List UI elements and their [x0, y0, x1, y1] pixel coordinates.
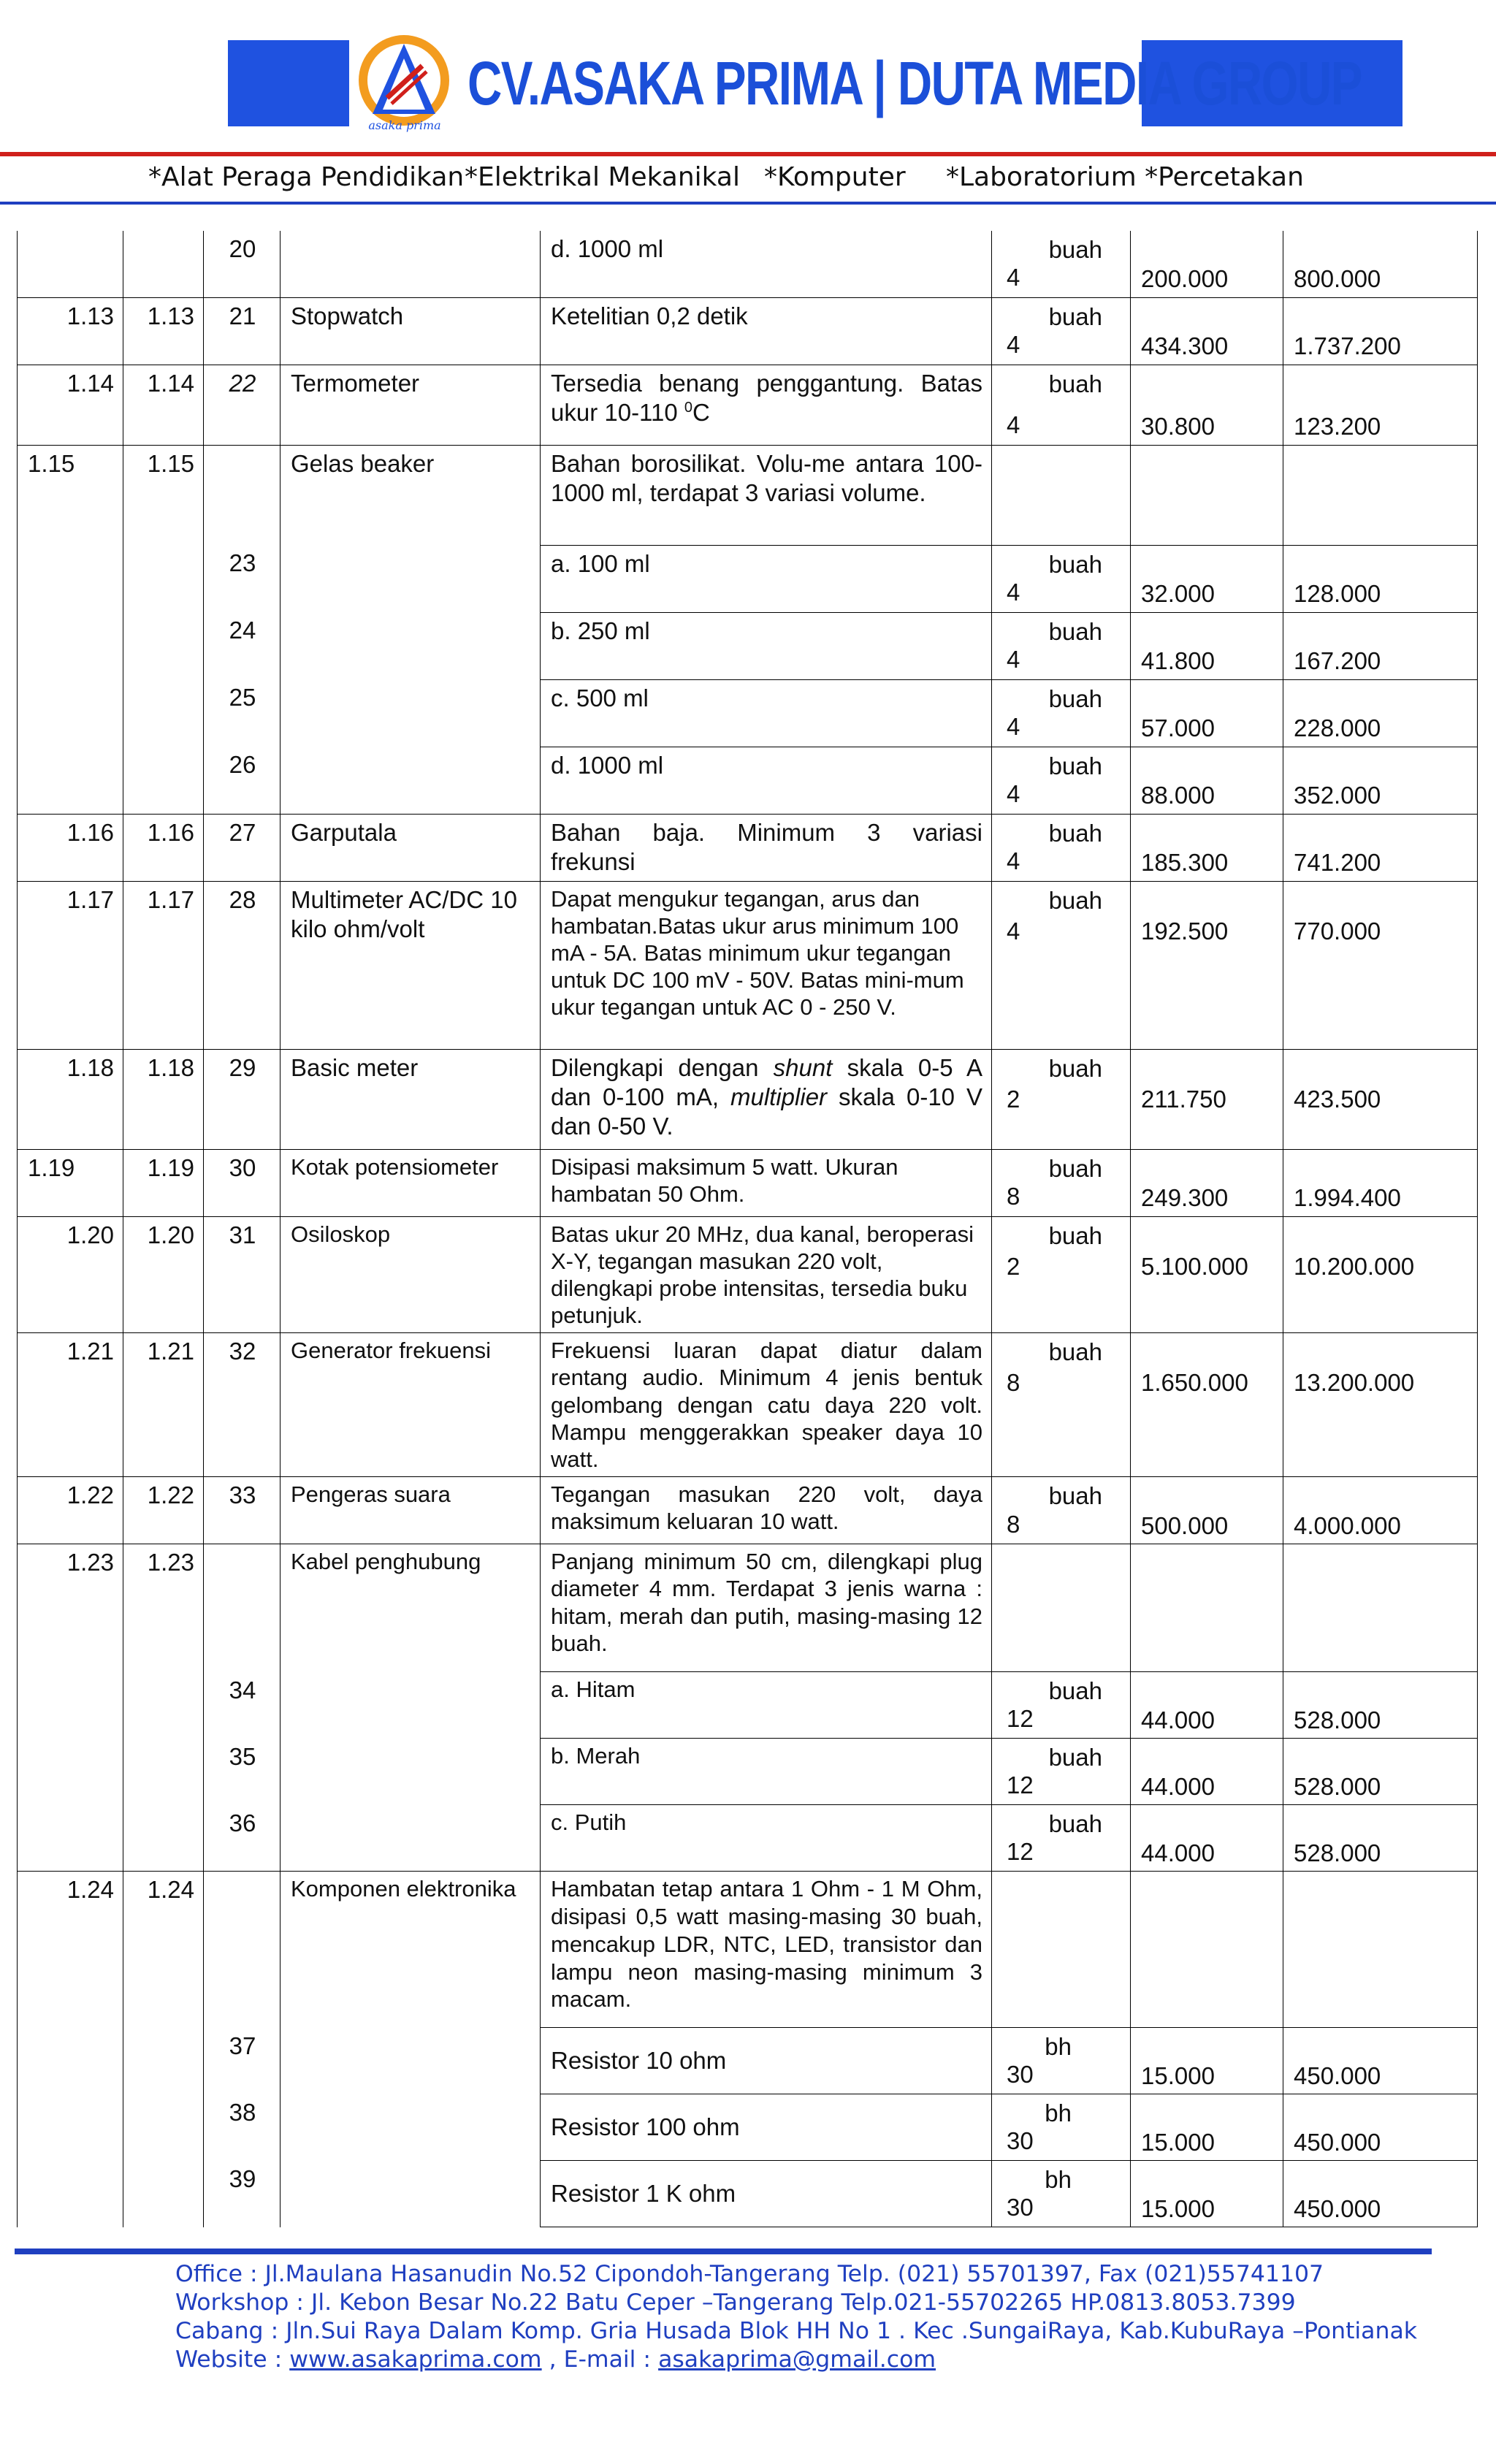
- qty: 4: [1007, 579, 1020, 606]
- item-name: [280, 231, 541, 297]
- item-name: [280, 2161, 541, 2227]
- item-spec: b. 250 ml: [541, 612, 992, 679]
- price: 5.100.000: [1131, 1216, 1283, 1333]
- price: 1.650.000: [1131, 1333, 1283, 1477]
- unit: bh: [1045, 2099, 1072, 2127]
- total: 423.500: [1283, 1049, 1478, 1149]
- unit-cell: [992, 814, 1131, 881]
- col-a: [18, 2028, 123, 2094]
- price: [1131, 1544, 1283, 1672]
- col-a: 1.14: [18, 365, 123, 445]
- item-spec: Ketelitian 0,2 detik: [541, 297, 992, 365]
- col-b: 1.22: [123, 1477, 204, 1544]
- item-spec: Panjang minimum 50 cm, dilengkapi plug diameter 4 mm. Terdapat 3 jenis warna : hitam, merah dan putih, masing-masing 12 buah.: [541, 1544, 992, 1672]
- qty: 12: [1007, 1771, 1034, 1799]
- unit: buah: [1048, 1810, 1102, 1838]
- col-a: 1.24: [18, 1872, 123, 2028]
- item-spec: Resistor 1 K ohm: [541, 2161, 992, 2227]
- item-no: [204, 445, 280, 545]
- unit-cell: [992, 1544, 1131, 1672]
- item-spec: Resistor 10 ohm: [541, 2028, 992, 2094]
- item-no: 21: [204, 297, 280, 365]
- unit: buah: [1048, 236, 1102, 263]
- website-link[interactable]: www.asakaprima.com: [289, 2346, 542, 2373]
- logo-caption: asaka prima: [368, 118, 441, 132]
- price: 57.000: [1131, 679, 1283, 747]
- col-a: 1.13: [18, 297, 123, 365]
- price: [1131, 445, 1283, 545]
- item-no: 33: [204, 1477, 280, 1544]
- col-b: 1.13: [123, 297, 204, 365]
- email-label: , E-mail :: [541, 2346, 659, 2373]
- total: 352.000: [1283, 747, 1478, 814]
- table-row: [18, 1872, 1478, 2028]
- item-no: 34: [204, 1672, 280, 1739]
- total: 13.200.000: [1283, 1333, 1478, 1477]
- item-spec: c. 500 ml: [541, 679, 992, 747]
- total: 741.200: [1283, 814, 1478, 881]
- table-row: [18, 747, 1478, 814]
- item-spec: c. Putih: [541, 1805, 992, 1872]
- spec-part: skala 0-5 A dan 0-100 mA,: [551, 1053, 983, 1110]
- item-spec: Hambatan tetap antara 1 Ohm - 1 M Ohm, disipasi 0,5 watt masing-masing 30 buah, mencakup LDR, NTC, LED, transistor dan lampu neon masing-masing minimum 3 macam.: [541, 1872, 992, 2028]
- price: 15.000: [1131, 2161, 1283, 2227]
- footer-web-line: [175, 2346, 1417, 2374]
- table-row: [18, 1216, 1478, 1333]
- unit-cell: [992, 2161, 1131, 2227]
- footer-office: Office : Jl.Maulana Hasanudin No.52 Cipondoh-Tangerang Telp. (021) 55701397, Fax (021)55741107: [175, 2261, 1324, 2287]
- qty: 2: [1007, 1252, 1020, 1280]
- item-name: Gelas beaker: [280, 445, 541, 814]
- item-spec: b. Merah: [541, 1739, 992, 1805]
- price: 192.500: [1131, 881, 1283, 1049]
- qty: 30: [1007, 2060, 1034, 2088]
- unit: bh: [1045, 2033, 1072, 2061]
- service-1: *Alat Peraga Pendidikan: [148, 162, 465, 192]
- item-name: Basic meter: [280, 1049, 541, 1149]
- table-row: [18, 612, 1478, 679]
- qty: 12: [1007, 1704, 1034, 1732]
- item-no: 36: [204, 1805, 280, 1872]
- qty: 8: [1007, 1369, 1020, 1397]
- item-no: 38: [204, 2094, 280, 2161]
- item-no: 24: [204, 612, 280, 679]
- qty: 12: [1007, 1837, 1034, 1865]
- col-b: [123, 2161, 204, 2227]
- item-no: [204, 1872, 280, 2028]
- qty: 4: [1007, 331, 1020, 359]
- unit: buah: [1048, 370, 1102, 397]
- item-no: 31: [204, 1216, 280, 1333]
- table-row: [18, 1739, 1478, 1805]
- col-b: 1.14: [123, 365, 204, 445]
- price: 211.750: [1131, 1049, 1283, 1149]
- table-row: [18, 1544, 1478, 1672]
- col-a: 1.17: [18, 881, 123, 1049]
- unit-cell: [992, 1477, 1131, 1544]
- table-row: [18, 814, 1478, 881]
- item-spec: a. 100 ml: [541, 545, 992, 612]
- item-spec: Resistor 100 ohm: [541, 2094, 992, 2161]
- unit: buah: [1048, 302, 1102, 330]
- item-spec: Tegangan masukan 220 volt, daya maksimum keluaran 10 watt.: [541, 1477, 992, 1544]
- item-name: Multimeter AC/DC 10 kilo ohm/volt: [280, 881, 541, 1049]
- price: 32.000: [1131, 545, 1283, 612]
- item-name: [280, 2094, 541, 2161]
- total: [1283, 1544, 1478, 1672]
- company-name: CV.ASAKA PRIMA | DUTA MEDIA GROUP: [468, 49, 1362, 118]
- table-row: [18, 2028, 1478, 2094]
- price: 44.000: [1131, 1739, 1283, 1805]
- unit: buah: [1048, 684, 1102, 712]
- item-spec: d. 1000 ml: [541, 747, 992, 814]
- qty: 4: [1007, 847, 1020, 875]
- col-a: 1.23: [18, 1544, 123, 1872]
- unit: buah: [1048, 1482, 1102, 1510]
- table-row: [18, 1049, 1478, 1149]
- col-a: [18, 2094, 123, 2161]
- unit: buah: [1048, 886, 1102, 914]
- total: 800.000: [1283, 231, 1478, 297]
- header-red-line: [0, 152, 1496, 156]
- item-no: 39: [204, 2161, 280, 2227]
- total: [1283, 445, 1478, 545]
- service-3: *Komputer: [764, 162, 906, 192]
- total: 450.000: [1283, 2161, 1478, 2227]
- footer-cabang: Cabang : Jln.Sui Raya Dalam Komp. Gria Husada Blok HH No 1 . Kec .SungaiRaya, Kab.KubuRaya –Pontianak: [175, 2318, 1417, 2344]
- price: 200.000: [1131, 231, 1283, 297]
- unit-cell: [992, 445, 1131, 545]
- price-table: [17, 231, 1478, 2227]
- col-b: 1.15: [123, 445, 204, 814]
- unit: buah: [1048, 1338, 1102, 1366]
- price: 44.000: [1131, 1672, 1283, 1739]
- col-b: 1.21: [123, 1333, 204, 1477]
- table-row: [18, 1672, 1478, 1739]
- item-name: Kotak potensiometer: [280, 1149, 541, 1216]
- spec-sup: 0: [684, 399, 692, 416]
- col-a: 1.15: [18, 445, 123, 814]
- unit-cell: [992, 747, 1131, 814]
- total: 10.200.000: [1283, 1216, 1478, 1333]
- unit-cell: [992, 365, 1131, 445]
- item-no: 27: [204, 814, 280, 881]
- price: 500.000: [1131, 1477, 1283, 1544]
- unit: buah: [1048, 1221, 1102, 1249]
- unit-cell: [992, 545, 1131, 612]
- unit: buah: [1048, 1154, 1102, 1182]
- qty: 30: [1007, 2127, 1034, 2154]
- spec-italic: multiplier: [730, 1083, 828, 1110]
- price: 15.000: [1131, 2094, 1283, 2161]
- table-row: [18, 1333, 1478, 1477]
- unit: buah: [1048, 617, 1102, 645]
- col-b: 1.17: [123, 881, 204, 1049]
- item-name: Kabel penghubung: [280, 1544, 541, 1872]
- item-spec: a. Hitam: [541, 1672, 992, 1739]
- header-blue-line: [0, 202, 1496, 205]
- col-a: 1.22: [18, 1477, 123, 1544]
- qty: 2: [1007, 1085, 1020, 1113]
- total: 1.994.400: [1283, 1149, 1478, 1216]
- table-row: [18, 231, 1478, 297]
- unit: buah: [1048, 1677, 1102, 1705]
- price: 30.800: [1131, 365, 1283, 445]
- company-logo: [349, 28, 459, 137]
- total: 1.737.200: [1283, 297, 1478, 365]
- col-b: [123, 2028, 204, 2094]
- service-4: *Laboratorium *Percetakan: [946, 162, 1304, 192]
- table-row: [18, 445, 1478, 545]
- item-spec: Bahan borosilikat. Volu-me antara 100-1000 ml, terdapat 3 variasi volume.: [541, 445, 992, 545]
- price: 41.800: [1131, 612, 1283, 679]
- item-spec: Frekuensi luaran dapat diatur dalam rentang audio. Minimum 4 jenis bentuk gelombang dengan catu daya 220 volt. Mampu menggerakkan speaker daya 10 watt.: [541, 1333, 992, 1477]
- col-a: 1.16: [18, 814, 123, 881]
- qty: 4: [1007, 713, 1020, 741]
- total: 770.000: [1283, 881, 1478, 1049]
- price: [1131, 1872, 1283, 2028]
- price: 44.000: [1131, 1805, 1283, 1872]
- unit-cell: [992, 1049, 1131, 1149]
- item-spec: [541, 1049, 992, 1149]
- col-b: 1.24: [123, 1872, 204, 2028]
- total: 228.000: [1283, 679, 1478, 747]
- unit-cell: [992, 612, 1131, 679]
- unit: bh: [1045, 2166, 1072, 2194]
- item-no: 29: [204, 1049, 280, 1149]
- item-name: Osiloskop: [280, 1216, 541, 1333]
- item-name: Stopwatch: [280, 297, 541, 365]
- table-row: [18, 545, 1478, 612]
- spec-tail: C: [692, 398, 710, 426]
- footer-blue-line: [15, 2249, 1432, 2254]
- spec-part: Dilengkapi dengan: [551, 1053, 774, 1081]
- price: 185.300: [1131, 814, 1283, 881]
- item-spec: [541, 365, 992, 445]
- unit-cell: [992, 2028, 1131, 2094]
- table-row: [18, 1805, 1478, 1872]
- header-blue-bar-left: [228, 40, 349, 126]
- footer-contact: [175, 2260, 1417, 2374]
- footer-workshop: Workshop : Jl. Kebon Besar No.22 Batu Ceper –Tangerang Telp.021-55702265 HP.0813.8053.7399: [175, 2289, 1296, 2316]
- unit-cell: [992, 1216, 1131, 1333]
- item-name: Garputala: [280, 814, 541, 881]
- col-b: 1.20: [123, 1216, 204, 1333]
- table-row: [18, 2094, 1478, 2161]
- col-a: [18, 231, 123, 297]
- col-a: 1.20: [18, 1216, 123, 1333]
- unit-cell: [992, 297, 1131, 365]
- table-row: [18, 1149, 1478, 1216]
- unit-cell: [992, 1149, 1131, 1216]
- unit-cell: [992, 1805, 1131, 1872]
- col-a: [18, 2161, 123, 2227]
- qty: 30: [1007, 2193, 1034, 2221]
- unit-cell: [992, 881, 1131, 1049]
- unit-cell: [992, 1333, 1131, 1477]
- total: 128.000: [1283, 545, 1478, 612]
- item-spec: Batas ukur 20 MHz, dua kanal, beroperasi X-Y, tegangan masukan 220 volt, dilengkapi probe intensitas, tersedia buku petunjuk.: [541, 1216, 992, 1333]
- col-b: 1.23: [123, 1544, 204, 1872]
- col-b: [123, 231, 204, 297]
- col-a: 1.21: [18, 1333, 123, 1477]
- total: 528.000: [1283, 1672, 1478, 1739]
- total: 4.000.000: [1283, 1477, 1478, 1544]
- item-no: 37: [204, 2028, 280, 2094]
- price: 88.000: [1131, 747, 1283, 814]
- unit: buah: [1048, 550, 1102, 578]
- spec-italic: shunt: [773, 1053, 833, 1081]
- item-spec: Bahan baja. Minimum 3 variasi frekunsi: [541, 814, 992, 881]
- col-b: 1.18: [123, 1049, 204, 1149]
- item-no: 30: [204, 1149, 280, 1216]
- item-no: 28: [204, 881, 280, 1049]
- item-spec: d. 1000 ml: [541, 231, 992, 297]
- table-row: [18, 679, 1478, 747]
- unit: buah: [1048, 1744, 1102, 1771]
- item-no: [204, 1544, 280, 1672]
- unit-cell: [992, 231, 1131, 297]
- unit-cell: [992, 1872, 1131, 2028]
- total: 123.200: [1283, 365, 1478, 445]
- total: 450.000: [1283, 2028, 1478, 2094]
- total: 167.200: [1283, 612, 1478, 679]
- table-row: [18, 881, 1478, 1049]
- email-link[interactable]: asakaprima@gmail.com: [658, 2346, 936, 2373]
- item-name: [280, 2028, 541, 2094]
- unit-cell: [992, 2094, 1131, 2161]
- total: 528.000: [1283, 1805, 1478, 1872]
- item-spec: Dapat mengukur tegangan, arus dan hambatan.Batas ukur arus minimum 100 mA - 5A. Batas minimum ukur tegangan untuk DC 100 mV - 50V. Batas mini-mum ukur tegangan untuk AC 0 - 250 V.: [541, 881, 992, 1049]
- col-a: 1.19: [18, 1149, 123, 1216]
- price: 434.300: [1131, 297, 1283, 365]
- item-name: Pengeras suara: [280, 1477, 541, 1544]
- qty: 4: [1007, 780, 1020, 808]
- unit-cell: [992, 1672, 1131, 1739]
- total: 528.000: [1283, 1739, 1478, 1805]
- col-b: 1.19: [123, 1149, 204, 1216]
- item-spec: Disipasi maksimum 5 watt. Ukuran hambatan 50 Ohm.: [541, 1149, 992, 1216]
- qty: 4: [1007, 646, 1020, 674]
- service-2: *Elektrikal Mekanikal: [465, 162, 740, 192]
- col-b: 1.16: [123, 814, 204, 881]
- table-row: [18, 365, 1478, 445]
- spec-part: skala 0-10 V dan 0-50 V.: [551, 1083, 983, 1140]
- item-name: Komponen elektronika: [280, 1872, 541, 2028]
- col-a: 1.18: [18, 1049, 123, 1149]
- item-name: Termometer: [280, 365, 541, 445]
- total: 450.000: [1283, 2094, 1478, 2161]
- qty: 4: [1007, 264, 1020, 291]
- item-no: 32: [204, 1333, 280, 1477]
- price: 249.300: [1131, 1149, 1283, 1216]
- price: 15.000: [1131, 2028, 1283, 2094]
- item-no: 26: [204, 747, 280, 814]
- table-row: [18, 297, 1478, 365]
- item-name: Generator frekuensi: [280, 1333, 541, 1477]
- unit-cell: [992, 1739, 1131, 1805]
- qty: 4: [1007, 917, 1020, 945]
- qty: 4: [1007, 411, 1020, 439]
- table-row: [18, 1477, 1478, 1544]
- unit: buah: [1048, 819, 1102, 847]
- item-no: 23: [204, 545, 280, 612]
- unit-cell: [992, 679, 1131, 747]
- spec-text: Tersedia benang penggantung. Batas ukur 10-110: [551, 369, 982, 426]
- item-no: 20: [204, 231, 280, 297]
- item-no: 35: [204, 1739, 280, 1805]
- website-label: Website :: [175, 2346, 290, 2373]
- item-no: 25: [204, 679, 280, 747]
- table-row: [18, 2161, 1478, 2227]
- item-no: 22: [204, 365, 280, 445]
- qty: 8: [1007, 1510, 1020, 1538]
- col-b: [123, 2094, 204, 2161]
- unit: buah: [1048, 752, 1102, 779]
- total: [1283, 1872, 1478, 2028]
- qty: 8: [1007, 1183, 1020, 1210]
- unit: buah: [1048, 1054, 1102, 1082]
